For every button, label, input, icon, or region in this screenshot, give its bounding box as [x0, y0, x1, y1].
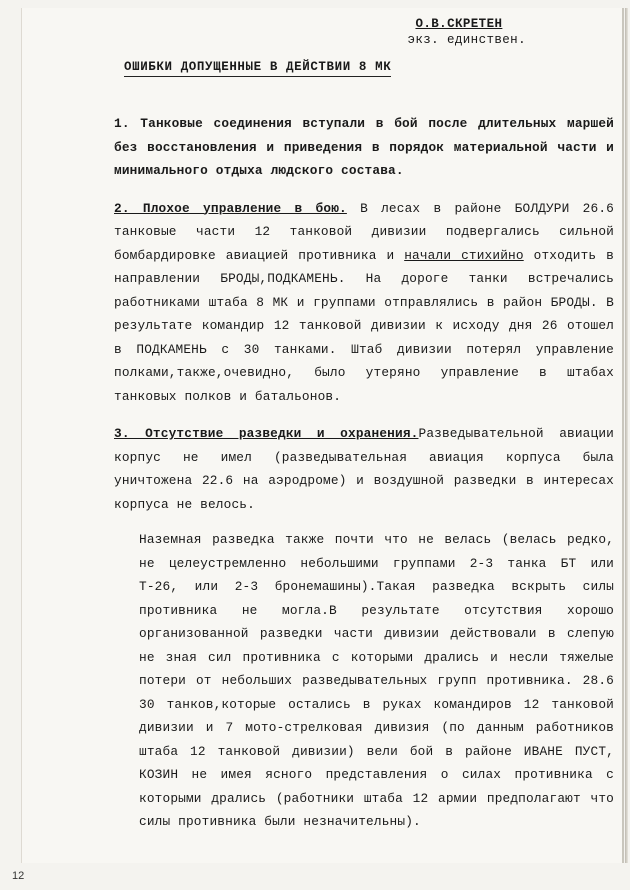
section-2-paragraph — [54, 197, 614, 409]
section-1-paragraph — [54, 112, 614, 183]
header-stamp — [407, 16, 526, 48]
section-2-heading: 2. Плохое управление в бою. — [114, 200, 347, 216]
section-3-text-a: Разведывательной авиации корпус не имел (разведывательная авиация корпуса была уничтожена 22.6 на аэродроме) и воздушной разведки в интересах корпуса не велось. — [114, 426, 615, 512]
document-body — [54, 112, 614, 848]
section-3-paragraph — [54, 422, 614, 516]
section-2-underlined: начали стихийно — [404, 247, 524, 263]
section-3-text-b: Наземная разведка также почти что не велась (велась редко, не целеустремленно небольшими группами 2-3 танка БТ или Т-26, или 2-3 бронемашины).Такая разведка вскрыть силы противника не могла.В результате отсутствия хорошо организованной разведки части дивизии действовали в слепую не зная сил противника с которыми дрались и несли тяжелые потери от небольших разведывательных групп противника. 28.6 30 танков,которые остались в руках командиров 12 танковой дивизии и 7 мото-стрелковая дивизия (по данным работников штаба 12 танковой дивизии) вели бой в районе ИВАНЕ ПУСТ, КОЗИН не имея ясного представления о силах противника с которыми дрались (работники штаба 12 армии предполагают что силы противника были незначительны). — [139, 532, 614, 829]
page-number: 12 — [12, 870, 25, 882]
section-3-heading: 3. Отсутствие разведки и охранения. — [114, 426, 419, 441]
section-1-text: 1. Танковые соединения вступали в бой после длительных маршей без восстановления и приведения в порядок материальной части и минимального отдыха людского состава. — [114, 116, 614, 178]
document-title: ОШИБКИ ДОПУЩЕННЫЕ В ДЕЙСТВИИ 8 МК — [124, 60, 391, 77]
section-3-paragraph-2 — [54, 528, 614, 834]
document-page — [22, 8, 622, 863]
section-2-text-b: отходить в направлении БРОДЫ,ПОДКАМЕНЬ. На дороге танки встречались работниками штаба 8 МК и группами отправлялись в район БРОДЫ. В результате командир 12 танковой дивизии к исходу дня 26 отошел в ПОДКАМЕНЬ с 30 танками. Штаб дивизии потерял управление полками,также,очевидно, было утеряно управление в штабах танковых полков и батальонов. — [114, 247, 615, 404]
copy-note: экз. единствен. — [407, 33, 526, 47]
section-2-text-a: В лесах в районе БОЛДУРИ 26.6 танковые части 12 танковой дивизии подвергались сильной бомбардировке авиацией противника и — [114, 200, 614, 263]
signature-line: О.В.СКРЕТЕН — [415, 17, 503, 31]
